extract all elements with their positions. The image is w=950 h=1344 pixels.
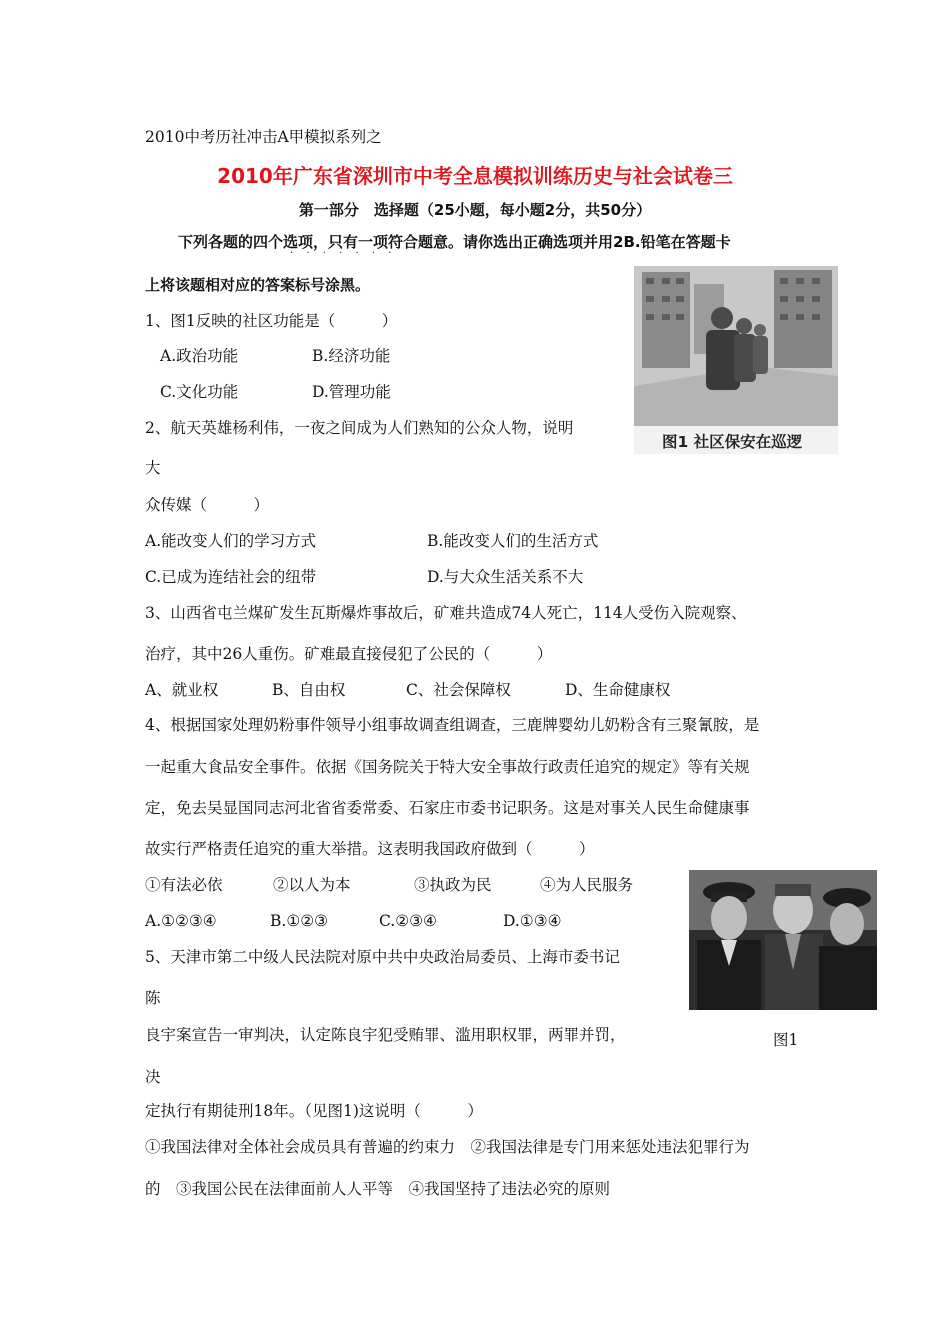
section-title: 第一部分 选择题（25小题，每小题2分，共50分） — [298, 201, 652, 219]
q2-option-d: D.与大众生活关系不大 — [427, 568, 584, 586]
series-header: 2010中考历社冲击A甲模拟系列之 — [145, 128, 382, 146]
instructions-line-1: 下列各题的四个选项，只有一项符合题意。请你选出正确选项并用2B.铅笔在答题卡 — [178, 233, 731, 251]
q4-statement-4: ④为人民服务 — [540, 876, 634, 894]
q5-stem-line-6: ①我国法律对全体社会成员具有普遍的约束力 ②我国法律是专门用来惩处违法犯罪行为 — [145, 1138, 750, 1156]
main-title: 2010年广东省深圳市中考全息模拟训练历史与社会试卷三 — [217, 164, 733, 188]
photo-courtroom-icon — [689, 870, 877, 1010]
q4-option-b: B.①②③ — [270, 912, 329, 930]
q1-option-b: B.经济功能 — [312, 347, 391, 365]
q4-statement-3: ③执政为民 — [414, 876, 492, 894]
instructions-line-2: 上将该题相对应的答案标号涂黑。 — [145, 276, 371, 294]
figure2-caption: 图1 — [773, 1031, 799, 1049]
q4-stem-line-4: 故实行严格责任追究的重大举措。这表明我国政府做到（ ） — [145, 840, 595, 858]
q5-stem-line-5: 定执行有期徒刑18年。（见图1)这说明（ ） — [145, 1102, 483, 1120]
q3-option-d: D、生命健康权 — [565, 681, 671, 699]
q4-statement-1: ①有法必依 — [145, 876, 223, 894]
q4-option-d: D.①③④ — [503, 912, 562, 930]
q2-stem-line-2: 大 — [145, 459, 161, 477]
figure-community-guards — [634, 266, 838, 454]
q2-stem-line-3: 众传媒（ ） — [145, 496, 270, 514]
q1-option-d: D.管理功能 — [312, 383, 391, 401]
q3-option-c: C、社会保障权 — [406, 681, 511, 699]
q5-stem-line-4: 决 — [145, 1068, 161, 1086]
q3-stem-line-2: 治疗，其中26人重伤。矿难最直接侵犯了公民的（ ） — [145, 645, 553, 663]
photo-community-guards-icon — [634, 266, 838, 454]
q5-stem-line-1: 5、天津市第二中级人民法院对原中共中央政治局委员、上海市委书记 — [145, 948, 620, 966]
q3-option-a: A、就业权 — [145, 681, 219, 699]
emphasis-dots: ······· — [290, 248, 405, 259]
q5-stem-line-7: 的 ③我国公民在法律面前人人平等 ④我国坚持了违法必究的原则 — [145, 1180, 611, 1198]
q2-option-a: A.能改变人们的学习方式 — [145, 532, 317, 550]
q3-option-b: B、自由权 — [272, 681, 346, 699]
q4-statement-2: ②以人为本 — [273, 876, 351, 894]
q5-stem-line-3: 良宇案宣告一审判决，认定陈良宇犯受贿罪、滥用职权罪，两罪并罚， — [145, 1026, 626, 1044]
q4-stem-line-2: 一起重大食品安全事件。依据《国务院关于特大安全事故行政责任追究的规定》等有关规 — [145, 758, 750, 776]
figure1-caption: 图1 社区保安在巡逻 — [662, 433, 803, 451]
q4-stem-line-1: 4、根据国家处理奶粉事件领导小组事故调查组调查，三鹿牌婴幼儿奶粉含有三聚氰胺，是 — [145, 716, 760, 734]
q5-stem-line-2: 陈 — [145, 989, 161, 1007]
q2-option-c: C.已成为连结社会的纽带 — [145, 568, 317, 586]
q4-option-a: A.①②③④ — [145, 912, 217, 930]
q3-stem-line-1: 3、山西省屯兰煤矿发生瓦斯爆炸事故后，矿难共造成74人死亡，114人受伤入院观察、 — [145, 604, 747, 622]
q4-stem-line-3: 定，免去吴显国同志河北省省委常委、石家庄市委书记职务。这是对事关人民生命健康事 — [145, 799, 750, 817]
q4-option-c: C.②③④ — [379, 912, 437, 930]
q1-stem: 1、图1反映的社区功能是（ ） — [145, 312, 398, 330]
q1-option-a: A.政治功能 — [160, 347, 239, 365]
q1-option-c: C.文化功能 — [160, 383, 239, 401]
q2-option-b: B.能改变人们的生活方式 — [427, 532, 599, 550]
q2-stem-line-1: 2、航天英雄杨利伟，一夜之间成为人们熟知的公众人物，说明 — [145, 419, 574, 437]
figure-courtroom — [689, 870, 877, 1010]
